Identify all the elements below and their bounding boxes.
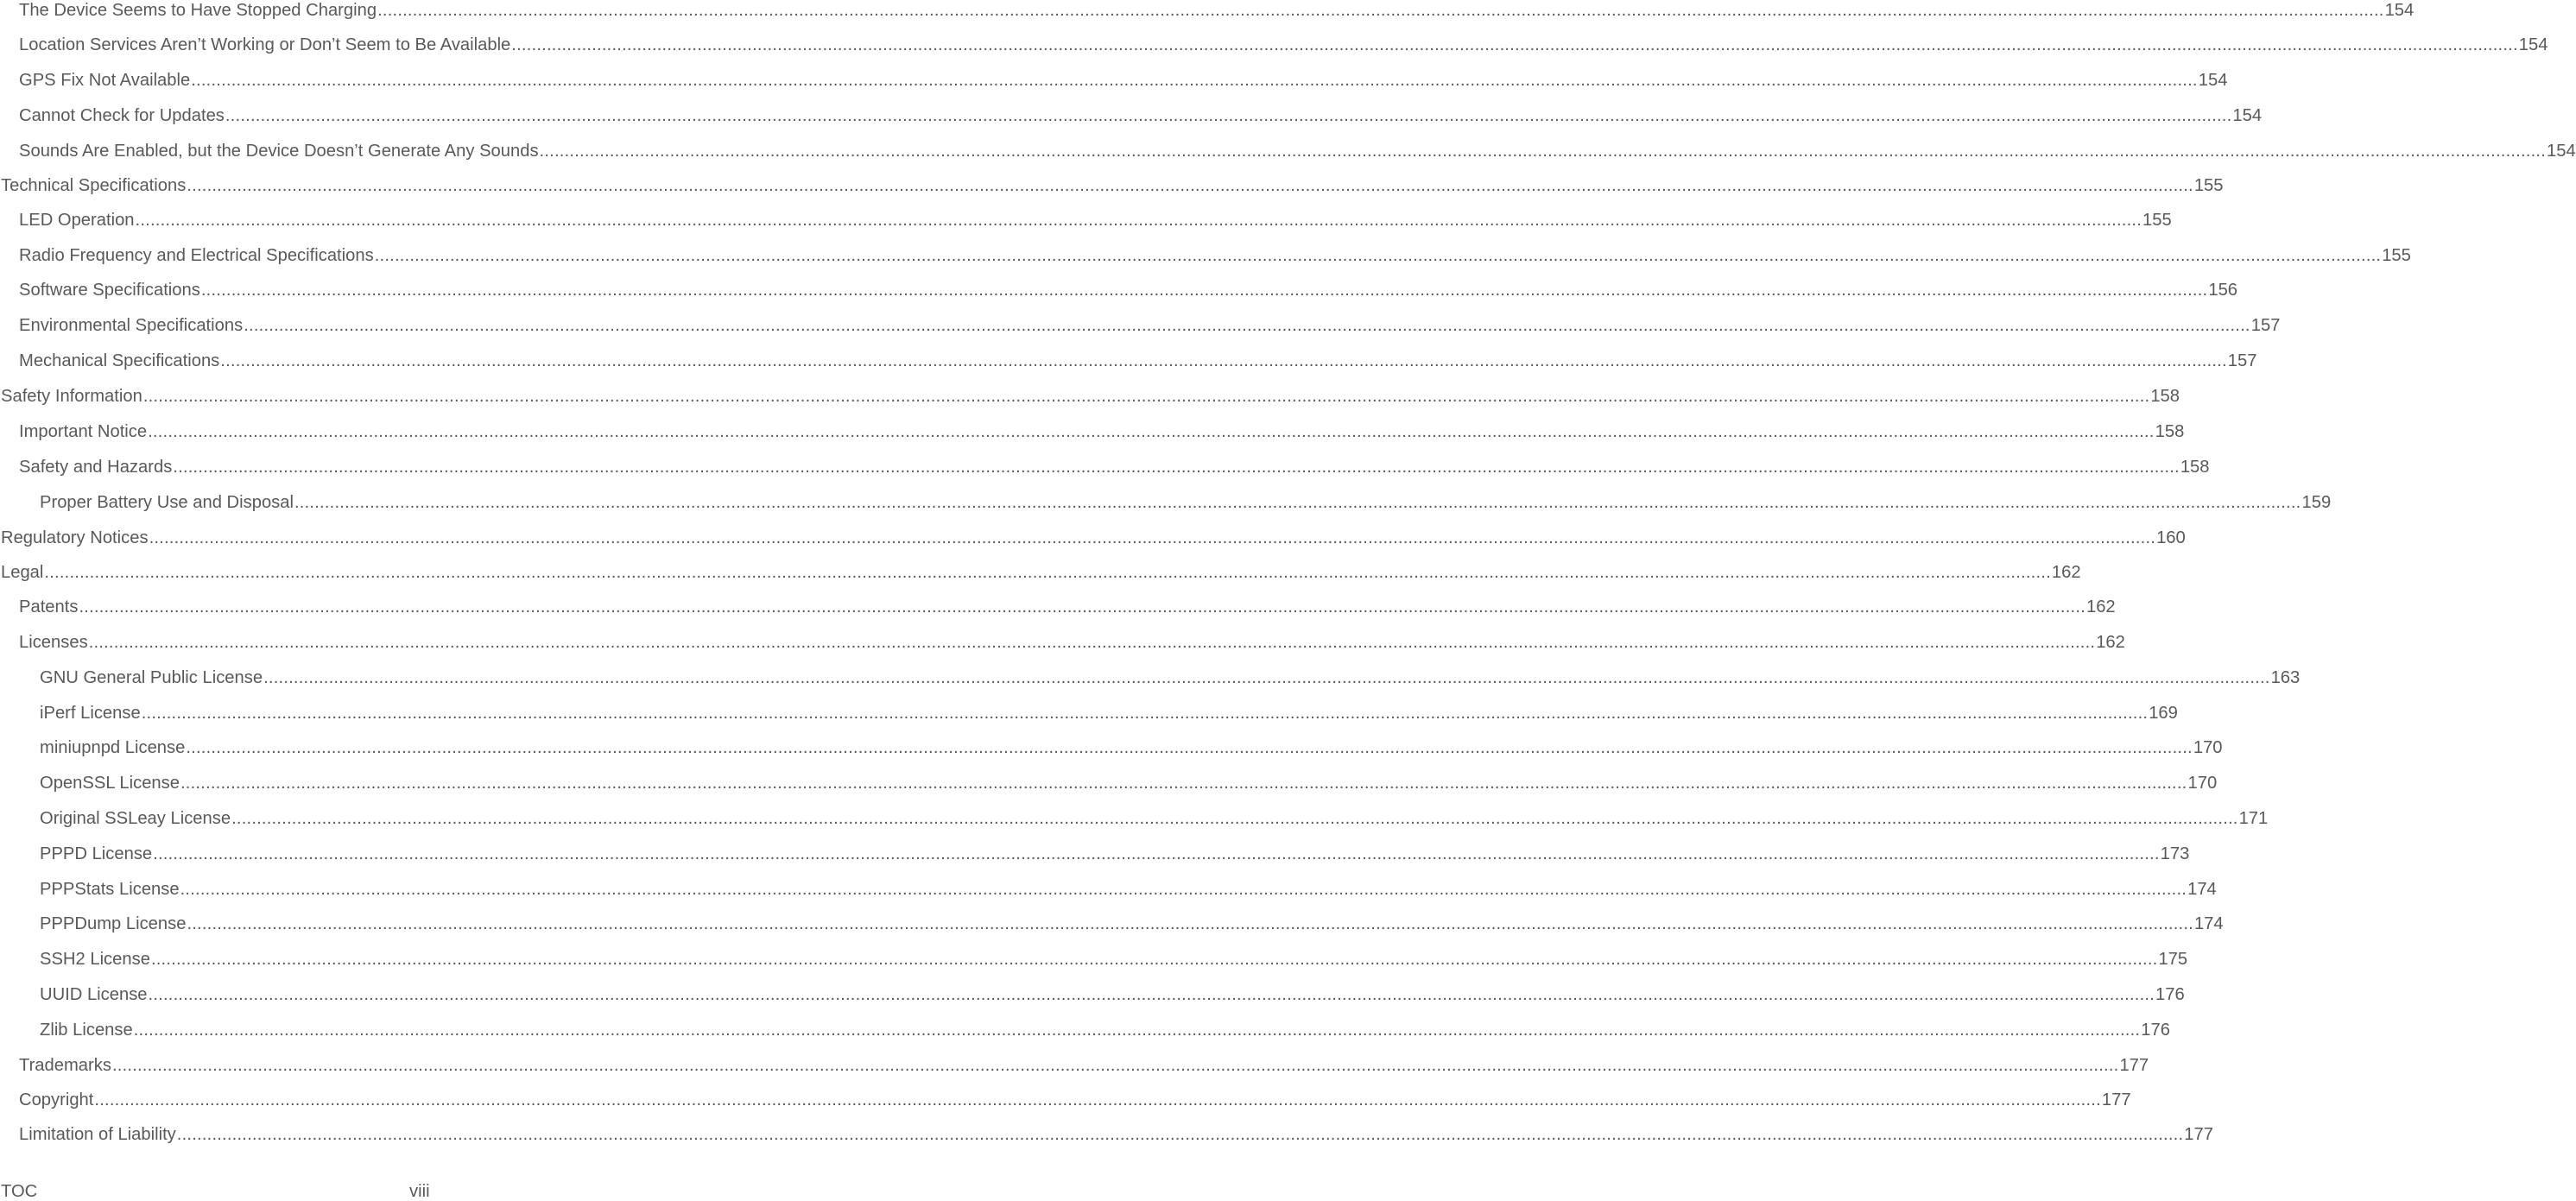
toc-entry[interactable]: [0, 591, 2116, 617]
toc-entry-title: Safety and Hazards: [19, 458, 173, 477]
toc-entry-page: 174: [2193, 914, 2224, 933]
toc-entry[interactable]: [0, 698, 2178, 724]
toc-dot-leader: ................................................................................................................................................................................................................................................................................................................................................................................................................: [180, 774, 2187, 793]
toc-entry-page: 156: [2208, 281, 2238, 300]
toc-dot-leader: ................................................................................................................................................................................................................................................................................................................................................................................................................: [148, 422, 2155, 441]
toc-entry-title: Mechanical Specifications: [19, 351, 220, 370]
toc-dot-leader: ................................................................................................................................................................................................................................................................................................................................................................................................................: [79, 597, 2085, 616]
toc-entry-title: Licenses: [19, 633, 88, 652]
toc-entry-page: 154: [2384, 1, 2415, 20]
toc-entry-title: GNU General Public License: [40, 668, 263, 687]
toc-entry-title: miniupnpd License: [40, 738, 186, 757]
toc-entry-page: 158: [2150, 387, 2180, 406]
toc-entry[interactable]: [0, 345, 2257, 371]
toc-entry[interactable]: [0, 627, 2125, 653]
page-footer: [0, 1183, 839, 1200]
toc-entry-page: 177: [2101, 1090, 2131, 1109]
toc-entry[interactable]: [0, 275, 2238, 300]
footer-page-number: viii: [409, 1182, 430, 1201]
toc-entry-title: Sounds Are Enabled, but the Device Doesn’t Generate Any Sounds: [19, 142, 539, 161]
toc-entry-page: 171: [2238, 809, 2269, 828]
toc-entry[interactable]: [0, 100, 2263, 126]
toc-entry-page: 162: [2085, 597, 2116, 616]
toc-entry[interactable]: [0, 381, 2180, 407]
toc-entry-page: 155: [2142, 211, 2172, 230]
toc-entry-page: 170: [2187, 774, 2218, 793]
toc-entry-page: 177: [2184, 1125, 2213, 1144]
toc-entry-page: 162: [2096, 633, 2125, 652]
toc-entry[interactable]: [0, 170, 2224, 196]
toc-entry[interactable]: [0, 0, 2415, 21]
toc-entry[interactable]: [0, 768, 2218, 793]
toc-entry-title: Legal: [1, 563, 44, 582]
toc-dot-leader: ................................................................................................................................................................................................................................................................................................................................................................................................................: [186, 738, 2193, 757]
toc-dot-leader: ................................................................................................................................................................................................................................................................................................................................................................................................................: [231, 809, 2238, 828]
toc-entry[interactable]: [0, 979, 2185, 1005]
toc-entry-title: Environmental Specifications: [19, 316, 244, 335]
toc-entry-page: 163: [2270, 668, 2301, 687]
toc-entry-title: Trademarks: [19, 1056, 111, 1075]
toc-dot-leader: ................................................................................................................................................................................................................................................................................................................................................................................................................: [263, 668, 2270, 687]
toc-dot-leader: ................................................................................................................................................................................................................................................................................................................................................................................................................: [135, 211, 2142, 230]
toc-entry-page: 155: [2382, 246, 2411, 265]
toc-entry-page: 157: [2250, 316, 2281, 335]
toc-entry-page: 160: [2156, 528, 2186, 547]
toc-dot-leader: ................................................................................................................................................................................................................................................................................................................................................................................................................: [176, 1125, 2184, 1144]
toc-entry[interactable]: [0, 416, 2185, 442]
toc-entry-page: 175: [2158, 950, 2188, 969]
toc-dot-leader: ................................................................................................................................................................................................................................................................................................................................................................................................................: [244, 316, 2250, 335]
toc-entry-title: iPerf License: [40, 704, 141, 723]
toc-entry[interactable]: [0, 1119, 2213, 1145]
toc-dot-leader: ................................................................................................................................................................................................................................................................................................................................................................................................................: [44, 563, 2051, 582]
toc-entry-page: 162: [2051, 563, 2081, 582]
toc-entry[interactable]: [0, 557, 2081, 583]
toc-dot-leader: ................................................................................................................................................................................................................................................................................................................................................................................................................: [111, 1056, 2119, 1075]
toc-entry-page: 173: [2160, 844, 2190, 863]
toc-entry-title: The Device Seems to Have Stopped Charging: [19, 1, 377, 20]
toc-entry-title: PPPD License: [40, 844, 153, 863]
toc-entry[interactable]: [0, 732, 2223, 758]
toc-entry-page: 177: [2119, 1056, 2149, 1075]
toc-entry[interactable]: [0, 65, 2228, 91]
toc-entry-title: Safety Information: [1, 387, 142, 406]
toc-entry-title: Radio Frequency and Electrical Specifications: [19, 246, 374, 265]
toc-dot-leader: ................................................................................................................................................................................................................................................................................................................................................................................................................: [180, 880, 2187, 899]
toc-entry[interactable]: [0, 522, 2186, 548]
toc-entry-title: Zlib License: [40, 1021, 133, 1040]
toc-entry-title: Patents: [19, 597, 79, 616]
toc-dot-leader: ................................................................................................................................................................................................................................................................................................................................................................................................................: [94, 1090, 2101, 1109]
toc-entry-page: 158: [2180, 458, 2210, 477]
toc-entry[interactable]: [0, 803, 2269, 829]
toc-entry-title: SSH2 License: [40, 950, 150, 969]
toc-entry-title: Technical Specifications: [1, 176, 187, 195]
toc-dot-leader: ................................................................................................................................................................................................................................................................................................................................................................................................................: [377, 1, 2384, 20]
toc-entry[interactable]: [0, 452, 2210, 477]
toc-entry-title: Software Specifications: [19, 281, 200, 300]
toc-entry-page: 170: [2193, 738, 2223, 757]
toc-entry-page: 157: [2227, 351, 2257, 370]
toc-entry-page: 158: [2155, 422, 2185, 441]
toc-entry-title: Location Services Aren’t Working or Don’t Seem to Be Available: [19, 35, 511, 54]
toc-dot-leader: ................................................................................................................................................................................................................................................................................................................................................................................................................: [294, 493, 2301, 512]
toc-entry-title: LED Operation: [19, 211, 135, 230]
toc-dot-leader: ................................................................................................................................................................................................................................................................................................................................................................................................................: [200, 281, 2208, 300]
toc-entry[interactable]: [0, 1015, 2170, 1040]
toc-entry[interactable]: [0, 662, 2301, 688]
toc-entry-page: 176: [2155, 985, 2185, 1004]
toc-dot-leader: ................................................................................................................................................................................................................................................................................................................................................................................................................: [220, 351, 2227, 370]
toc-dot-leader: ................................................................................................................................................................................................................................................................................................................................................................................................................: [511, 35, 2518, 54]
toc-dot-leader: ................................................................................................................................................................................................................................................................................................................................................................................................................: [148, 985, 2155, 1004]
toc-entry[interactable]: [0, 838, 2190, 864]
toc-dot-leader: ................................................................................................................................................................................................................................................................................................................................................................................................................: [225, 106, 2232, 125]
toc-entry-title: Regulatory Notices: [1, 528, 149, 547]
toc-dot-leader: ................................................................................................................................................................................................................................................................................................................................................................................................................: [191, 71, 2198, 90]
toc-entry[interactable]: [0, 487, 2332, 513]
toc-entry-page: 154: [2547, 142, 2576, 161]
toc-dot-leader: ................................................................................................................................................................................................................................................................................................................................................................................................................: [149, 528, 2156, 547]
toc-entry[interactable]: [0, 310, 2281, 336]
toc-entry[interactable]: [0, 944, 2188, 970]
toc-entry-title: Proper Battery Use and Disposal: [40, 493, 294, 512]
toc-entry-page: 174: [2187, 880, 2217, 899]
toc-entry[interactable]: [0, 240, 2411, 266]
footer-section-label: TOC: [1, 1182, 38, 1201]
toc-entry-page: 155: [2193, 176, 2224, 195]
toc-entry[interactable]: [0, 29, 2548, 55]
toc-dot-leader: ................................................................................................................................................................................................................................................................................................................................................................................................................: [142, 387, 2150, 406]
toc-dot-leader: ................................................................................................................................................................................................................................................................................................................................................................................................................: [141, 704, 2149, 723]
toc-entry[interactable]: [0, 908, 2224, 934]
toc-entry-title: GPS Fix Not Available: [19, 71, 191, 90]
toc-dot-leader: ................................................................................................................................................................................................................................................................................................................................................................................................................: [133, 1021, 2141, 1040]
toc-entry-title: Cannot Check for Updates: [19, 106, 225, 125]
toc-entry[interactable]: [0, 205, 2172, 231]
toc-entry[interactable]: [0, 874, 2217, 900]
toc-entry-page: 154: [2232, 106, 2263, 125]
toc-entry-page: 176: [2141, 1021, 2170, 1040]
toc-entry[interactable]: [0, 1050, 2149, 1076]
toc-dot-leader: ................................................................................................................................................................................................................................................................................................................................................................................................................: [374, 246, 2382, 265]
toc-dot-leader: ................................................................................................................................................................................................................................................................................................................................................................................................................: [88, 633, 2096, 652]
toc-entry-page: 154: [2198, 71, 2228, 90]
toc-entry[interactable]: [0, 136, 2576, 161]
toc-entry-title: UUID License: [40, 985, 148, 1004]
toc-entry-page: 154: [2518, 35, 2548, 54]
toc-dot-leader: ................................................................................................................................................................................................................................................................................................................................................................................................................: [173, 458, 2180, 477]
toc-dot-leader: ................................................................................................................................................................................................................................................................................................................................................................................................................: [539, 142, 2547, 161]
toc-entry-page: 159: [2301, 493, 2332, 512]
toc-entry-title: Copyright: [19, 1090, 94, 1109]
toc-entry-title: Important Notice: [19, 422, 148, 441]
toc-dot-leader: ................................................................................................................................................................................................................................................................................................................................................................................................................: [187, 914, 2193, 933]
toc-dot-leader: ................................................................................................................................................................................................................................................................................................................................................................................................................: [150, 950, 2158, 969]
toc-dot-leader: ................................................................................................................................................................................................................................................................................................................................................................................................................: [153, 844, 2160, 863]
toc-entry-title: PPPStats License: [40, 880, 180, 899]
toc-entry-title: OpenSSL License: [40, 774, 180, 793]
toc-entry-title: Limitation of Liability: [19, 1125, 176, 1144]
toc-entry-page: 169: [2149, 704, 2178, 723]
toc-entry-title: Original SSLeay License: [40, 809, 231, 828]
toc-entry[interactable]: [0, 1084, 2131, 1110]
toc-entry-title: PPPDump License: [40, 914, 187, 933]
toc-dot-leader: ................................................................................................................................................................................................................................................................................................................................................................................................................: [187, 176, 2193, 195]
